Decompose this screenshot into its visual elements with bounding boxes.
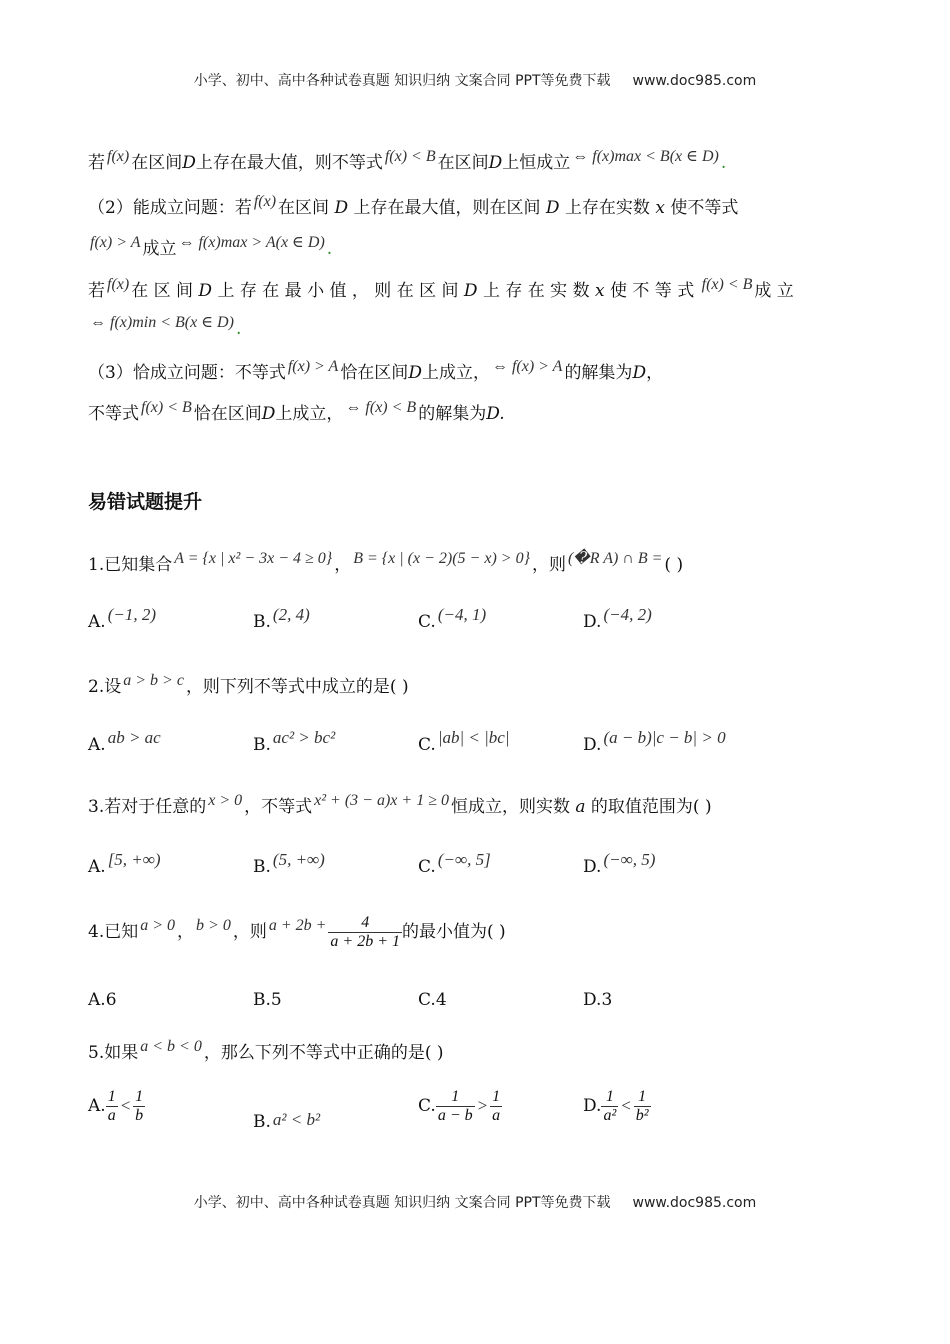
text: 在区间 <box>131 153 183 173</box>
math: f(x) > A <box>287 358 339 375</box>
math: a > b > c <box>123 672 184 689</box>
text: 不等式 <box>88 404 139 424</box>
denominator: a − b <box>437 1107 473 1124</box>
option-label: B. <box>253 990 271 1010</box>
question-3 <box>88 792 712 817</box>
text: 在区间 <box>437 153 489 173</box>
numerator: 1 <box>601 1088 618 1107</box>
option-a[interactable] <box>88 990 117 1010</box>
numerator: 1 <box>436 1088 475 1107</box>
numerator: 1 <box>107 1088 116 1105</box>
fraction <box>490 1088 502 1125</box>
text: ( ) <box>664 555 684 575</box>
math: f(x) <box>253 193 277 210</box>
math: f(x) <box>107 276 130 293</box>
question-2 <box>88 672 409 697</box>
punct: . <box>326 239 333 259</box>
body-line-4 <box>88 276 794 301</box>
option-c[interactable] <box>418 990 447 1010</box>
math: ⇔ f(x) < B <box>345 399 417 416</box>
text: ， <box>177 922 195 942</box>
option-label: A. <box>88 1096 106 1116</box>
option-d[interactable] <box>583 990 612 1010</box>
text: 若 <box>88 281 105 301</box>
text: ，则下列不等式中成立的是( ) <box>185 677 409 697</box>
punct: . <box>720 153 727 173</box>
math: f(x) <box>107 148 130 165</box>
text: 1.已知集合 <box>88 555 173 575</box>
option-a[interactable] <box>88 605 158 632</box>
option-label: B. <box>253 735 271 755</box>
text: 上成立， <box>275 404 344 424</box>
option-value: 5 <box>270 990 282 1010</box>
math-var: D <box>545 198 560 218</box>
math: f(x) > A <box>90 234 141 251</box>
option-c[interactable] <box>418 1088 502 1125</box>
option-b[interactable] <box>253 605 312 632</box>
fraction <box>436 1088 475 1125</box>
text: 上 存 在 实 数 <box>482 281 590 301</box>
option-label: D. <box>583 1096 602 1116</box>
option-label: A. <box>88 990 106 1010</box>
text: 在区间 <box>278 198 330 218</box>
text: 恰在区间 <box>340 363 409 383</box>
math: f(x) < B <box>141 399 192 416</box>
body-line-2 <box>88 193 738 218</box>
option-a[interactable] <box>88 1088 145 1125</box>
numerator: 4 <box>328 914 402 933</box>
math: (�R A) ∩ B = <box>567 550 663 567</box>
option-label: A. <box>88 612 106 632</box>
punct: . <box>235 319 242 339</box>
option-label: B. <box>253 857 271 877</box>
option-value: 4 <box>435 990 447 1010</box>
math-var: D <box>334 198 349 218</box>
option-b[interactable] <box>253 990 282 1010</box>
page-header <box>0 70 950 90</box>
question-5 <box>88 1038 444 1063</box>
math: a + 2b + <box>268 917 327 934</box>
body-line-1 <box>88 146 726 173</box>
text: 5.如果 <box>88 1043 139 1063</box>
option-value: (−∞, 5] <box>437 850 491 869</box>
body-line-7 <box>88 399 505 424</box>
option-value: 6 <box>105 990 117 1010</box>
option-c[interactable] <box>418 850 493 877</box>
option-c[interactable] <box>418 728 512 755</box>
option-value: (−4, 1) <box>437 605 487 624</box>
math-var: D. <box>486 404 505 424</box>
punct: ， <box>646 363 664 383</box>
option-label: C. <box>418 857 436 877</box>
body-line-5 <box>88 312 241 339</box>
math-var: x <box>595 281 605 301</box>
fraction <box>106 1088 118 1125</box>
operator: < <box>119 1096 132 1115</box>
option-label: C. <box>418 735 436 755</box>
math: ⇔ f(x)max < B(x ∈ D) <box>572 148 719 165</box>
math: a > 0 <box>140 917 176 934</box>
math: ⇔ f(x) > A <box>491 358 563 375</box>
text: 成 立 <box>754 281 794 301</box>
text: ，则 <box>232 922 267 942</box>
text: 若 <box>88 153 105 173</box>
option-d[interactable] <box>583 850 657 877</box>
question-4 <box>88 914 506 951</box>
option-value: ab > ac <box>107 728 161 747</box>
question-4-options <box>88 990 888 1030</box>
text: 4.已知 <box>88 922 139 942</box>
option-label: A. <box>88 735 106 755</box>
option-value: (2, 4) <box>272 605 310 624</box>
option-d[interactable] <box>583 728 728 755</box>
denominator: a + 2b + 1 <box>330 933 401 950</box>
text: 2.设 <box>88 677 122 697</box>
option-value: 3 <box>601 990 613 1010</box>
denominator: b <box>135 1107 144 1124</box>
text: 的取值范围为( ) <box>590 797 712 817</box>
math: ⇔ f(x)min < B(x ∈ D) <box>90 314 234 331</box>
text: 上存在最大值，则不等式 <box>195 153 383 173</box>
denominator: b² <box>635 1107 649 1124</box>
operator: > <box>476 1096 489 1115</box>
math-var: D <box>463 281 478 301</box>
text: 的最小值为( ) <box>402 922 506 942</box>
option-value: (5, +∞) <box>272 850 325 869</box>
question-2-options <box>88 728 888 768</box>
denominator: a <box>107 1107 116 1124</box>
fraction <box>634 1088 651 1125</box>
page-footer <box>0 1192 950 1212</box>
option-a[interactable] <box>88 728 163 755</box>
text: 恰在区间 <box>193 404 262 424</box>
option-b[interactable] <box>253 1110 322 1132</box>
option-label: C. <box>418 1096 436 1116</box>
option-value: [5, +∞) <box>107 850 161 869</box>
math: a < b < 0 <box>140 1038 202 1055</box>
math-var: D <box>182 153 196 173</box>
text: 恒成立，则实数 <box>450 797 570 817</box>
option-label: D. <box>583 612 602 632</box>
question-3-options <box>88 850 888 890</box>
text: 上恒成立 <box>502 153 571 173</box>
text: 上 存 在 最 小 值 ， 则 在 区 间 <box>217 281 459 301</box>
option-label: D. <box>583 857 602 877</box>
option-a[interactable] <box>88 850 163 877</box>
text: 的解集为 <box>418 404 487 424</box>
math-var: D <box>632 363 647 383</box>
text: ，不等式 <box>244 797 313 817</box>
denominator: a <box>492 1107 501 1124</box>
footer-site: www.doc985.com <box>632 1195 757 1211</box>
math-var: D <box>488 153 503 173</box>
numerator: 1 <box>634 1088 651 1107</box>
option-label: A. <box>88 857 106 877</box>
text: 使 不 等 式 <box>610 281 695 301</box>
fraction <box>328 914 402 951</box>
option-value: ac² > bc² <box>272 728 336 747</box>
text: 上成立， <box>421 363 490 383</box>
question-1 <box>88 548 683 575</box>
numerator: 1 <box>492 1088 501 1105</box>
text: 的解集为 <box>564 363 633 383</box>
option-label: C. <box>418 612 436 632</box>
question-1-options <box>88 605 888 645</box>
math-var: x <box>655 198 665 218</box>
fraction <box>133 1088 145 1125</box>
option-label: D. <box>583 990 602 1010</box>
operator: < <box>620 1096 632 1115</box>
denominator: a² <box>603 1107 617 1124</box>
option-d[interactable] <box>583 1088 651 1125</box>
question-5-options <box>88 1088 888 1138</box>
option-label: D. <box>583 735 602 755</box>
body-line-3 <box>88 232 332 259</box>
body-line-6 <box>88 358 663 383</box>
option-d[interactable] <box>583 605 654 632</box>
math: x > 0 <box>208 792 243 809</box>
option-label: B. <box>253 1112 271 1132</box>
text: 成立 <box>142 239 177 259</box>
math: A = {x | x² − 3x − 4 ≥ 0} <box>174 550 333 567</box>
math: x² + (3 − a)x + 1 ≥ 0 <box>314 792 449 809</box>
text: 3.若对于任意的 <box>88 797 207 817</box>
text: 上存在最大值，则在区间 <box>353 198 541 218</box>
option-b[interactable] <box>253 728 337 755</box>
option-value: (−∞, 5) <box>603 850 656 869</box>
option-value: a² < b² <box>272 1110 321 1129</box>
option-value: |ab| < |bc| <box>437 728 510 747</box>
header-site: www.doc985.com <box>632 73 757 89</box>
text: 使不等式 <box>670 198 739 218</box>
text: ，那么下列不等式中正确的是( ) <box>203 1043 444 1063</box>
numerator: 1 <box>135 1088 144 1105</box>
text: ，则 <box>531 555 566 575</box>
fraction <box>601 1088 618 1125</box>
option-label: B. <box>253 612 271 632</box>
header-text: 小学、初中、高中各种试卷真题 知识归纳 文案合同 PPT等免费下载 <box>193 73 611 89</box>
text: 在 区 间 <box>131 281 194 301</box>
section-title: 易错试题提升 <box>88 491 203 513</box>
option-value: (−1, 2) <box>107 605 156 624</box>
option-c[interactable] <box>418 605 488 632</box>
math: ⇔ f(x)max > A(x ∈ D) <box>178 234 325 251</box>
math: b > 0 <box>196 917 231 934</box>
option-label: C. <box>418 990 436 1010</box>
math: f(x) < B <box>384 148 436 165</box>
text: 上存在实数 <box>564 198 650 218</box>
text: （2）能成立问题：若 <box>88 198 252 218</box>
text: （3）恰成立问题：不等式 <box>88 363 286 383</box>
math-var: D <box>408 363 422 383</box>
math-var: a <box>575 797 586 817</box>
math: B = {x | (x − 2)(5 − x) > 0} <box>353 550 530 567</box>
option-value: (a − b)|c − b| > 0 <box>603 728 726 747</box>
option-value: (−4, 2) <box>603 605 652 624</box>
text: ， <box>334 555 352 575</box>
math: f(x) < B <box>701 276 753 293</box>
footer-text: 小学、初中、高中各种试卷真题 知识归纳 文案合同 PPT等免费下载 <box>193 1195 611 1211</box>
math-var: D <box>198 281 213 301</box>
option-b[interactable] <box>253 850 327 877</box>
math-var: D <box>261 404 276 424</box>
